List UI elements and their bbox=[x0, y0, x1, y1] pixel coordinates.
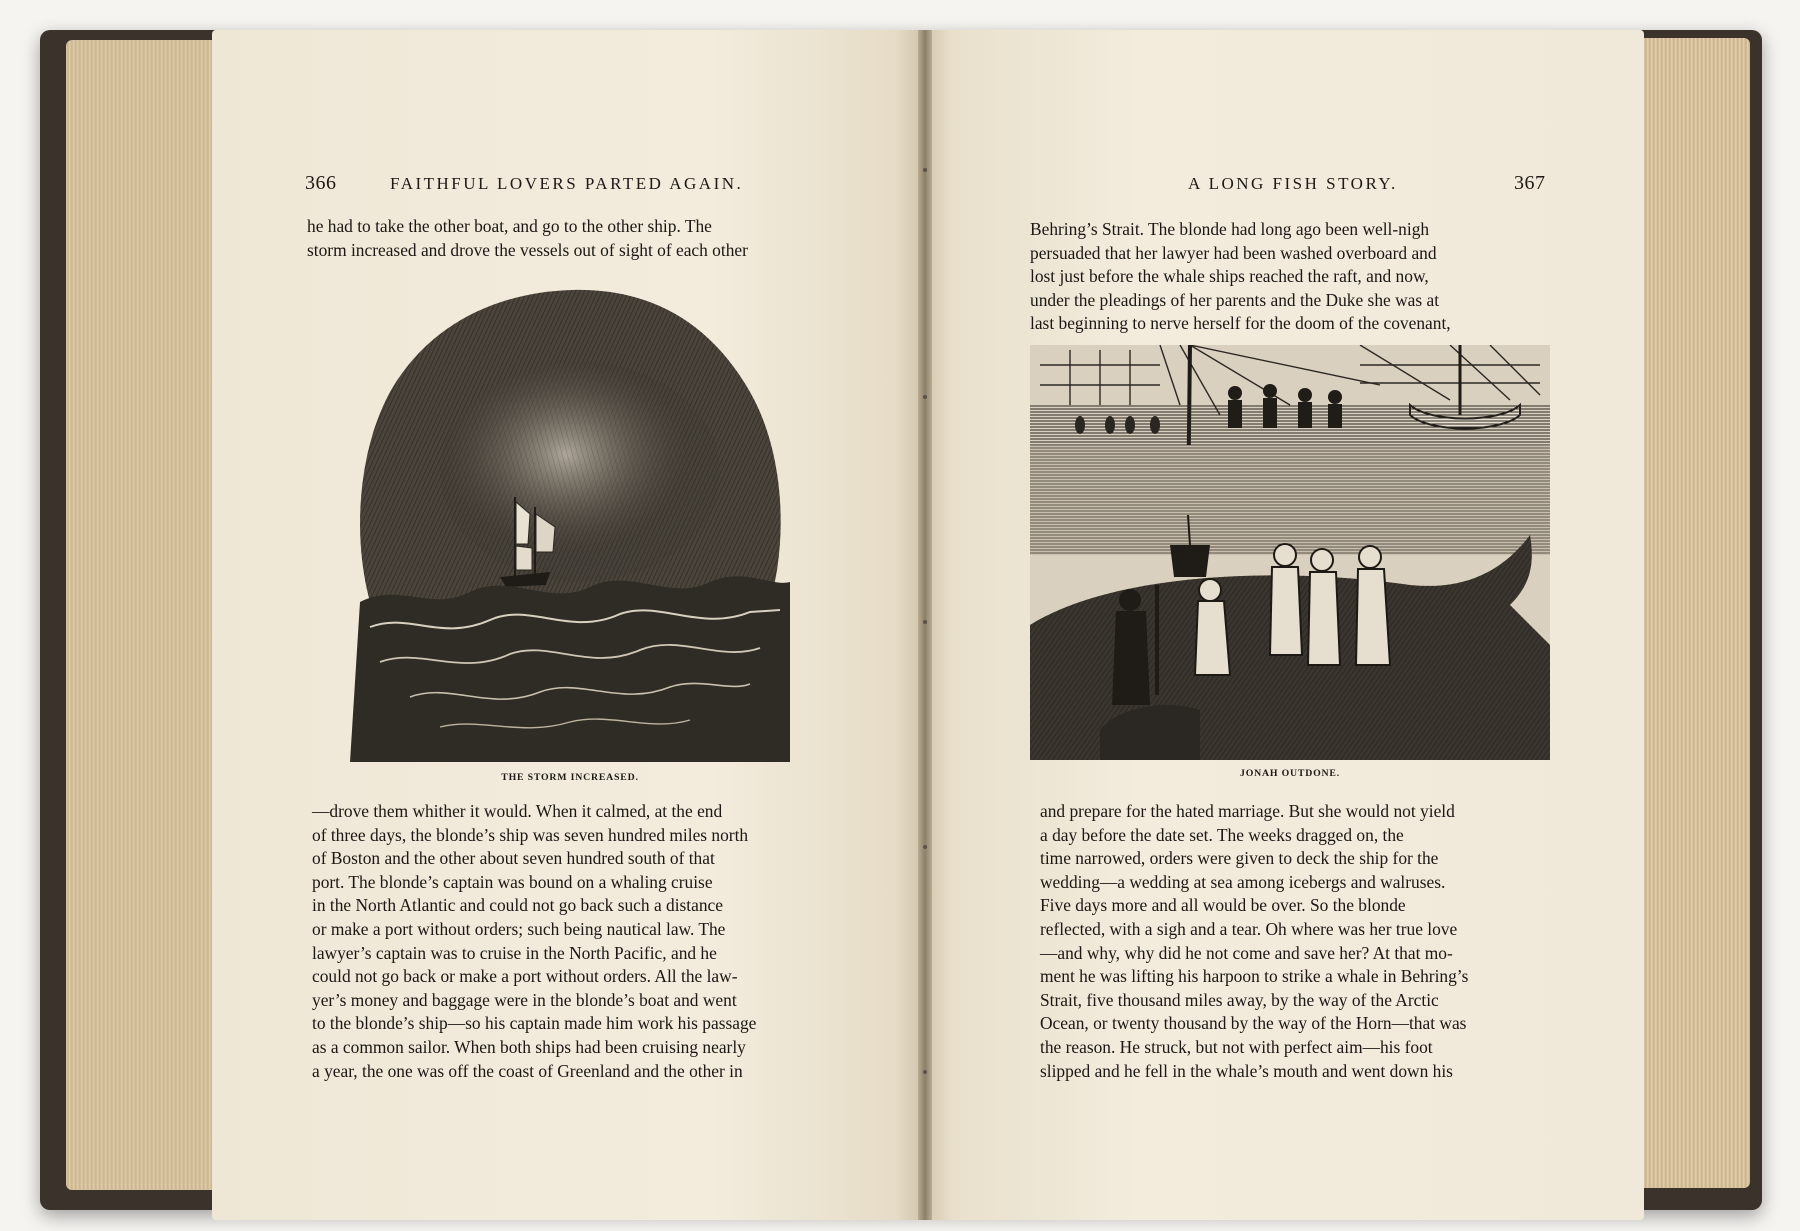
binding-stitch bbox=[923, 168, 927, 172]
left-top-paragraph bbox=[307, 215, 829, 262]
text-line: of three days, the blonde’s ship was seven hundred miles north bbox=[312, 824, 749, 845]
text-line: yer’s money and baggage were in the blonde’s boat and went bbox=[312, 989, 737, 1010]
text-line: port. The blonde’s captain was bound on a whaling cruise bbox=[312, 871, 713, 892]
right-page-number: 367 bbox=[1514, 172, 1546, 194]
text-line: reflected, with a sigh and a tear. Oh where was her true love bbox=[1040, 918, 1458, 939]
left-running-head: FAITHFUL LOVERS PARTED AGAIN. bbox=[390, 174, 744, 193]
text-line: a year, the one was off the coast of Greenland and the other in bbox=[312, 1060, 743, 1081]
text-line: Strait, five thousand miles away, by the way of the Arctic bbox=[1040, 989, 1439, 1010]
text-line: time narrowed, orders were given to deck the ship for the bbox=[1040, 848, 1439, 869]
text-line: or make a port without orders; such being nautical law. The bbox=[312, 918, 726, 939]
text-line: storm increased and drove the vessels out of sight of each other bbox=[307, 239, 748, 260]
binding-stitch bbox=[923, 1070, 927, 1074]
text-line: Five days more and all would be over. So the blonde bbox=[1040, 895, 1406, 916]
left-page-number: 366 bbox=[305, 172, 337, 194]
text-line: could not go back or make a port without orders. All the law- bbox=[312, 966, 738, 987]
text-line: and prepare for the hated marriage. But she would not yield bbox=[1040, 801, 1455, 821]
whale-deck-engraving bbox=[1030, 345, 1550, 760]
text-line: as a common sailor. When both ships had been cruising nearly bbox=[312, 1036, 746, 1057]
right-running-head: A LONG FISH STORY. bbox=[1188, 174, 1398, 193]
page-edges-right bbox=[1640, 38, 1750, 1188]
right-running-header bbox=[1188, 172, 1548, 196]
right-top-paragraph bbox=[1030, 218, 1546, 336]
text-line: last beginning to nerve herself for the doom of the covenant, bbox=[1030, 313, 1451, 334]
text-line: a day before the date set. The weeks dragged on, the bbox=[1040, 824, 1404, 845]
binding-stitch bbox=[923, 395, 927, 399]
text-line: lost just before the whale ships reached the raft, and now, bbox=[1030, 266, 1429, 287]
page-edges-left bbox=[66, 40, 216, 1190]
book-gutter bbox=[918, 30, 932, 1220]
text-line: he had to take the other boat, and go to the other ship. The bbox=[307, 216, 712, 236]
left-running-header bbox=[305, 172, 825, 196]
storm-engraving bbox=[350, 282, 795, 762]
left-bottom-paragraph bbox=[312, 800, 832, 1083]
binding-stitch bbox=[923, 620, 927, 624]
text-line: Behring’s Strait. The blonde had long ago been well-nigh bbox=[1030, 219, 1430, 239]
binding-stitch bbox=[923, 845, 927, 849]
text-line: wedding—a wedding at sea among icebergs and walruses. bbox=[1040, 871, 1446, 892]
text-line: to the blonde’s ship—so his captain made him work his passage bbox=[312, 1013, 757, 1034]
text-line: Ocean, or twenty thousand by the way of the Horn—that was bbox=[1040, 1013, 1467, 1034]
text-line: —drove them whither it would. When it calmed, at the end bbox=[312, 801, 723, 821]
right-illustration-caption: JONAH OUTDONE. bbox=[1240, 768, 1340, 779]
text-line: in the North Atlantic and could not go back such a distance bbox=[312, 895, 723, 916]
text-line: slipped and he fell in the whale’s mouth and went down his bbox=[1040, 1060, 1453, 1081]
text-line: ment he was lifting his harpoon to strike a whale in Behring’s bbox=[1040, 966, 1469, 987]
text-line: of Boston and the other about seven hundred south of that bbox=[312, 848, 715, 869]
text-line: the reason. He struck, but not with perfect aim—his foot bbox=[1040, 1036, 1433, 1057]
text-line: under the pleadings of her parents and the Duke she was at bbox=[1030, 289, 1440, 310]
left-illustration-caption: THE STORM INCREASED. bbox=[501, 772, 639, 783]
right-bottom-paragraph bbox=[1040, 800, 1550, 1083]
text-line: persuaded that her lawyer had been washed overboard and bbox=[1030, 242, 1437, 263]
text-line: —and why, why did he not come and save her? At that mo- bbox=[1040, 942, 1453, 963]
text-line: lawyer’s captain was to cruise in the North Pacific, and he bbox=[312, 942, 717, 963]
